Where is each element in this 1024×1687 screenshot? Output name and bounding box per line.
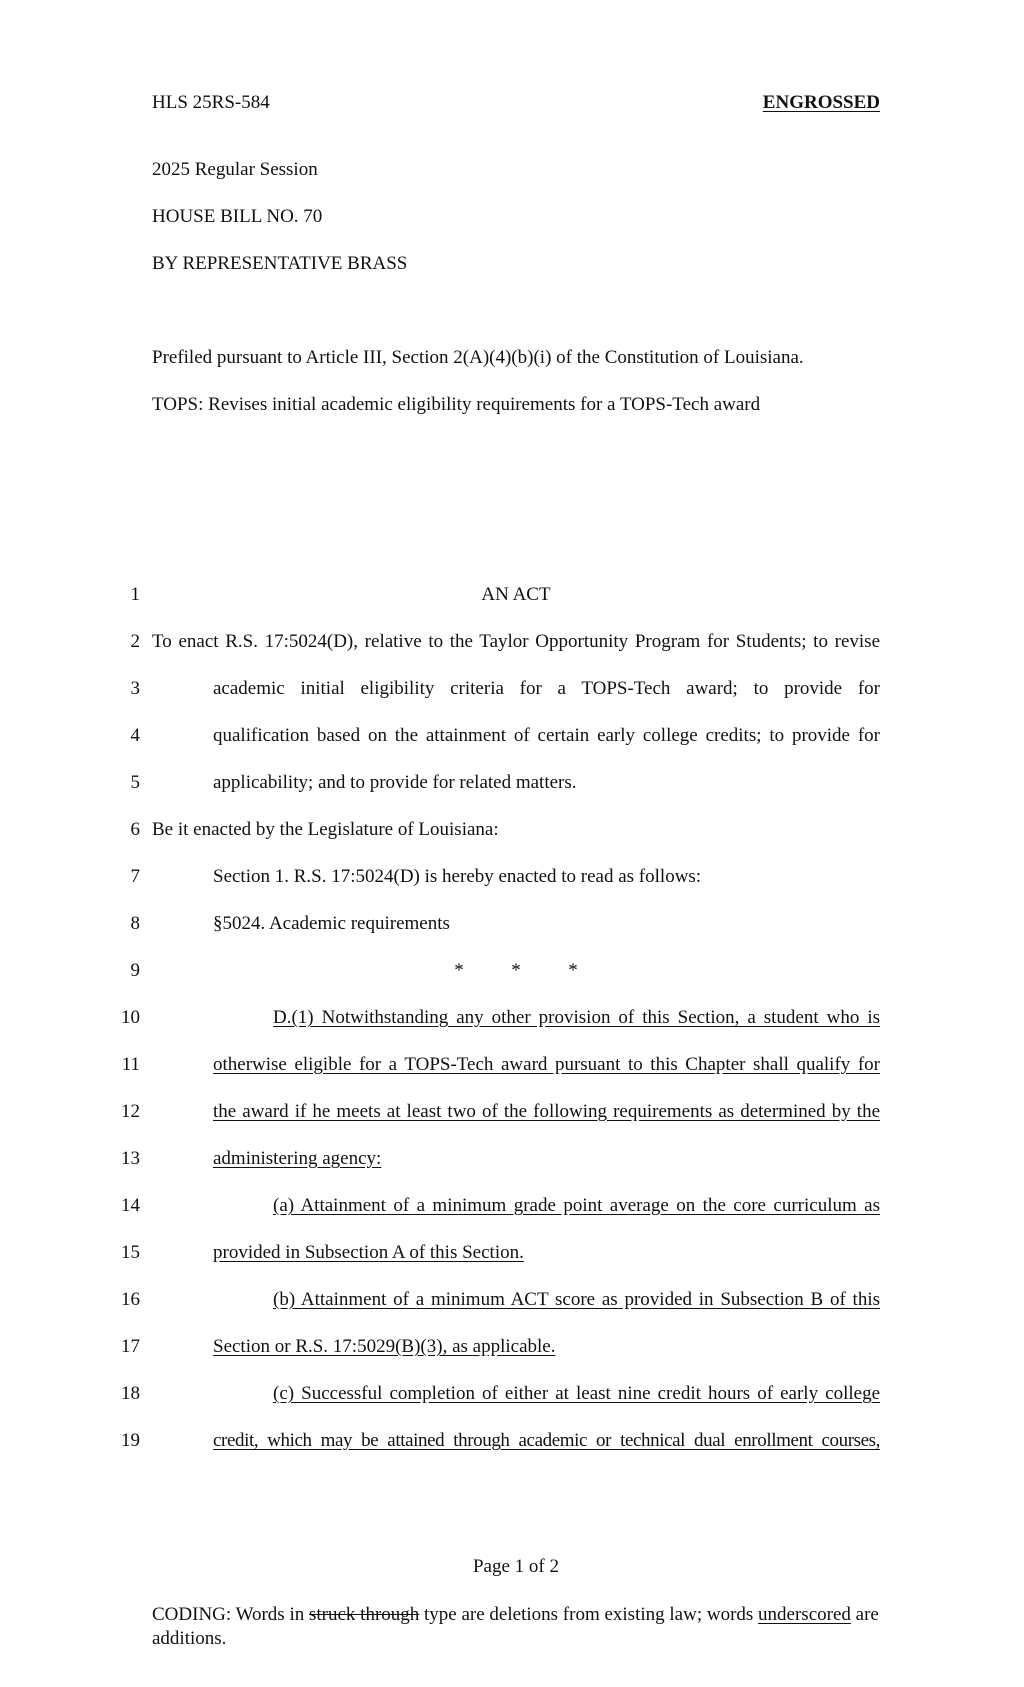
underscored-text: (c) Successful completion of either at least nine credit hours of early college bbox=[273, 1383, 880, 1404]
underscored-text: otherwise eligible for a TOPS-Tech award pursuant to this Chapter shall qualify for bbox=[213, 1054, 880, 1075]
bill-line-wrap bbox=[273, 1007, 880, 1031]
underscored-text: provided in Subsection A of this Section. bbox=[213, 1242, 524, 1263]
line-number: 11 bbox=[121, 1054, 140, 1075]
line-number: 9 bbox=[130, 960, 140, 981]
bill-digest: TOPS: Revises initial academic eligibility requirements for a TOPS-Tech award bbox=[152, 394, 761, 415]
line-number: 6 bbox=[130, 819, 140, 840]
bill-line: To enact R.S. 17:5024(D), relative to the Taylor Opportunity Program for Students; to revise bbox=[152, 631, 880, 652]
line-number: 10 bbox=[121, 1007, 140, 1028]
coding-legend bbox=[152, 1603, 880, 1651]
bill-line: applicability; and to provide for related matters. bbox=[213, 772, 577, 793]
coding-prefix: CODING: Words in bbox=[152, 1604, 309, 1625]
underscored-text: administering agency: bbox=[213, 1148, 382, 1169]
bill-line-wrap bbox=[213, 1336, 880, 1360]
bill-author: BY REPRESENTATIVE BRASS bbox=[152, 253, 408, 274]
line-number: 14 bbox=[121, 1195, 140, 1216]
underscored-text: (b) Attainment of a minimum ACT score as provided in Subsection B of this bbox=[273, 1289, 880, 1310]
page-number: Page 1 of 2 bbox=[472, 1556, 559, 1577]
section-heading: §5024. Academic requirements bbox=[213, 913, 450, 934]
line-number: 12 bbox=[121, 1101, 140, 1122]
engrossed-label: ENGROSSED bbox=[762, 92, 880, 113]
line-number: 1 bbox=[130, 584, 140, 605]
bill-line-wrap bbox=[213, 1242, 880, 1266]
line-number: 8 bbox=[130, 913, 140, 934]
underscored-text: credit, which may be attained through academic or technical dual enrollment courses, bbox=[213, 1430, 880, 1451]
bill-line: qualification based on the attainment of certain early college credits; to provide for bbox=[213, 725, 880, 746]
underscored-text: (a) Attainment of a minimum grade point average on the core curriculum as bbox=[273, 1195, 880, 1216]
enacting-clause: Be it enacted by the Legislature of Louisiana: bbox=[152, 819, 499, 840]
session-label: 2025 Regular Session bbox=[152, 159, 318, 180]
coding-end: are additions. bbox=[152, 1604, 879, 1649]
bill-number: HOUSE BILL NO. 70 bbox=[152, 206, 323, 227]
struck-through-sample: struck through bbox=[308, 1604, 420, 1625]
line-number: 3 bbox=[130, 678, 140, 699]
line-number: 16 bbox=[121, 1289, 140, 1310]
line-number: 4 bbox=[130, 725, 140, 746]
line-number: 18 bbox=[121, 1383, 140, 1404]
line-number: 5 bbox=[130, 772, 140, 793]
underscored-text: the award if he meets at least two of the following requirements as determined by the bbox=[213, 1101, 880, 1122]
line-number: 19 bbox=[121, 1430, 140, 1451]
line-number: 7 bbox=[130, 866, 140, 887]
underscored-text: D.(1) Notwithstanding any other provision of this Section, a student who is bbox=[273, 1007, 880, 1028]
document-id: HLS 25RS-584 bbox=[152, 92, 270, 113]
underscored-text: Section or R.S. 17:5029(B)(3), as applicable. bbox=[213, 1336, 556, 1357]
line-number: 17 bbox=[121, 1336, 140, 1357]
underscored-sample: underscored bbox=[758, 1604, 851, 1625]
bill-line: academic initial eligibility criteria for a TOPS-Tech award; to provide for bbox=[213, 678, 880, 699]
coding-middle: type are deletions from existing law; words bbox=[419, 1604, 759, 1625]
omission-asterisks: * * * bbox=[454, 960, 578, 981]
line-number: 13 bbox=[121, 1148, 140, 1169]
line-number: 15 bbox=[121, 1242, 140, 1263]
section-line: Section 1. R.S. 17:5024(D) is hereby enacted to read as follows: bbox=[213, 866, 702, 887]
act-title: AN ACT bbox=[481, 584, 551, 605]
line-number: 2 bbox=[130, 631, 140, 652]
prefiled-note: Prefiled pursuant to Article III, Section 2(A)(4)(b)(i) of the Constitution of Louisiana. bbox=[152, 347, 804, 368]
bill-line-wrap bbox=[213, 1148, 880, 1172]
